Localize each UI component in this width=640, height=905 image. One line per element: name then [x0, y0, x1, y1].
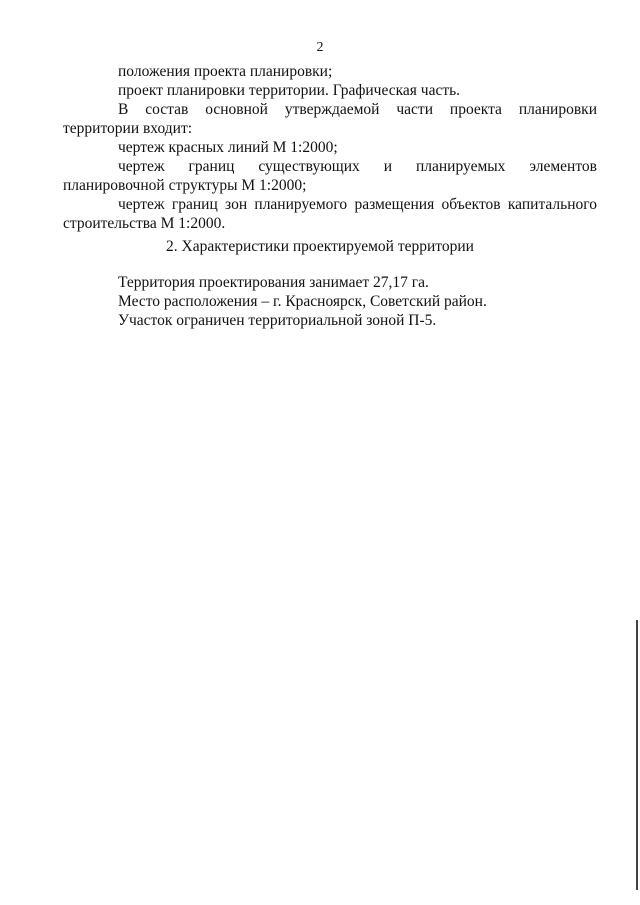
- intro-list: [63, 62, 597, 233]
- paragraph: проект планировки территории. Графическая часть.: [118, 82, 461, 99]
- paragraph: В состав основной утверждаемой части проекта планировки территории входит:: [63, 101, 597, 137]
- paragraph: положения проекта планировки;: [118, 63, 333, 80]
- paragraph: чертеж границ существующих и планируемых элементов планировочной структуры М 1:2000;: [63, 158, 597, 194]
- paragraph: Участок ограничен территориальной зоной П-5.: [118, 312, 437, 329]
- page-number: 2: [316, 40, 324, 55]
- paragraph: чертеж красных линий М 1:2000;: [118, 139, 338, 156]
- scan-edge-line: [636, 620, 638, 890]
- section-body: [63, 273, 597, 330]
- paragraph: Место расположения – г. Красноярск, Советский район.: [118, 293, 487, 310]
- section-heading: 2. Характеристики проектируемой территории: [166, 238, 474, 255]
- paragraph: чертеж границ зон планируемого размещения объектов капитального строительства М 1:2000.: [63, 196, 597, 232]
- paragraph: Территория проектирования занимает 27,17 га.: [118, 274, 429, 291]
